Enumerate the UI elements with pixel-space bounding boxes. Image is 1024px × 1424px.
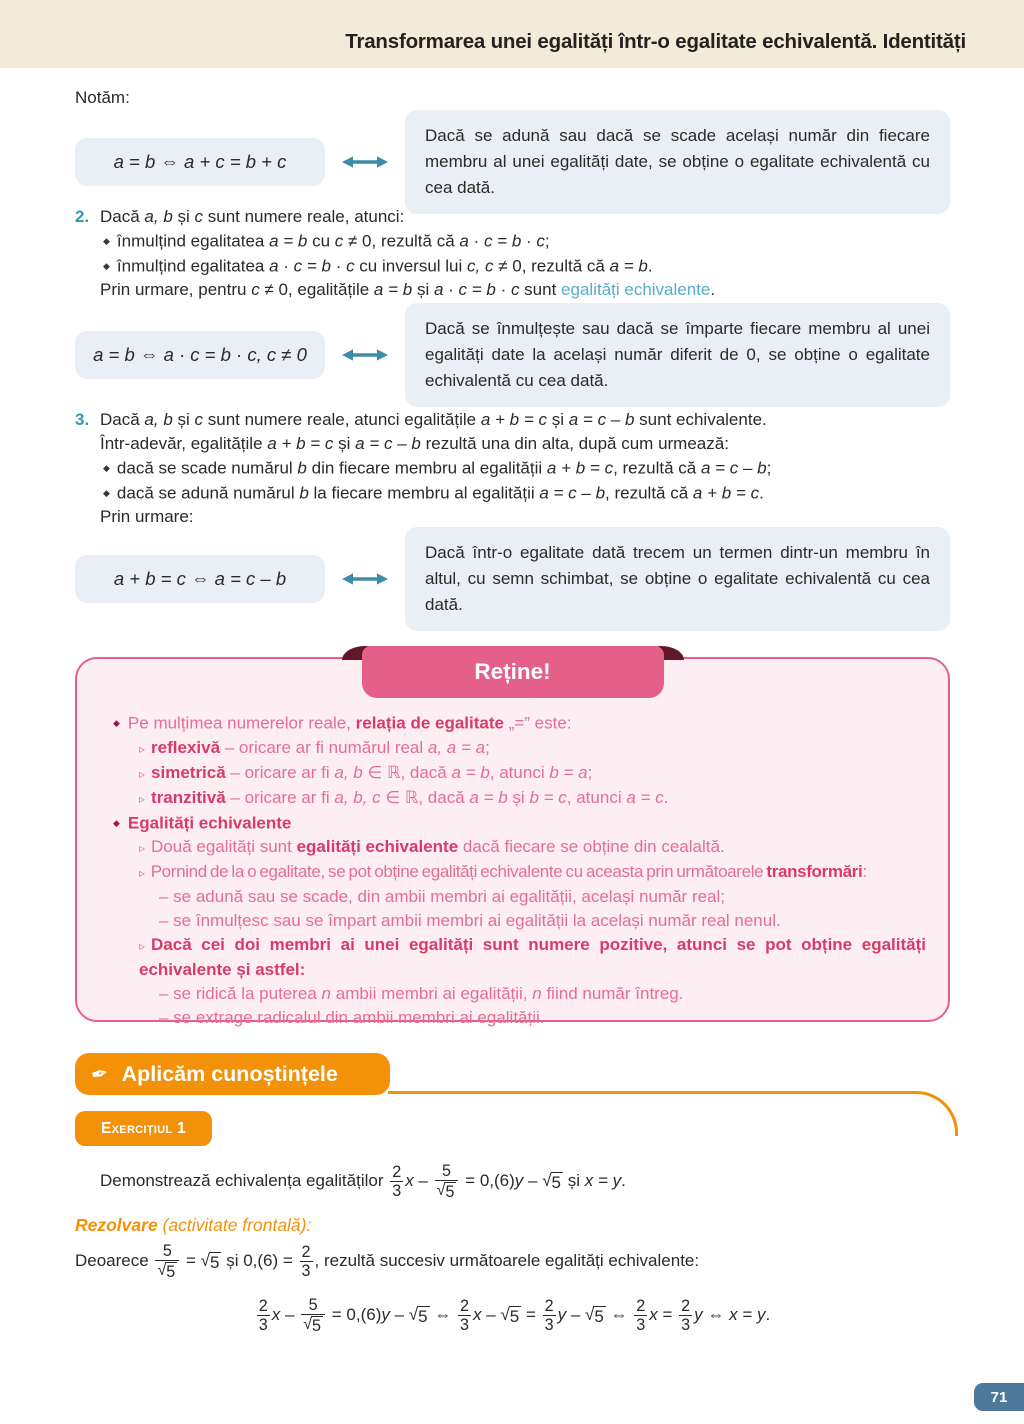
section-border-line [388, 1091, 958, 1136]
remember-line: – se ridică la puterea n ambii membri ai egalității, n fiind număr întreg. [159, 984, 684, 1003]
page-number-badge: 71 [974, 1383, 1024, 1411]
remember-line: – se înmulțesc sau se împart ambii membri ai egalității la același număr real nenul. [159, 911, 781, 930]
exercise-prompt: Demonstrează echivalența egalităților $\frac{2}{3}$ x – 5 √ 5 = 0,(6)y – √ 5 și x = y. [100, 1161, 626, 1201]
rule-description: Dacă se adună sau dacă se scade același număr din fiecare membru al unei egalități date, se obține o egalitate echivalentă cu cea dată. [405, 110, 950, 214]
page-title: Transformarea unei egalități într-o egalitate echivalentă. Identități [345, 30, 966, 53]
item-text: Dacă a, b și c sunt numere reale, atunci egalitățile a + b = c și a = c – b sunt echivalente. [100, 410, 767, 429]
apply-section-header [75, 1053, 390, 1095]
remember-line: reflexivă – oricare ar fi numărul real a, a = a; [151, 737, 490, 757]
exercise-tab: Exercițiul 1 [75, 1111, 212, 1146]
diamond-bullet-icon: ◆ [103, 260, 110, 271]
rule-row [75, 527, 950, 631]
item-number: 2. [75, 207, 90, 226]
triangle-bullet-icon: ▹ [139, 791, 146, 806]
rule-description: Dacă într-o egalitate dată trecem un termen dintr-un membru în altul, cu semn schimbat, se obține o egalitate echivalentă cu cea dată. [405, 527, 950, 631]
double-arrow-icon [325, 571, 405, 587]
triangle-bullet-icon: ▹ [139, 939, 146, 953]
diamond-bullet-icon: ◆ [103, 463, 110, 473]
item-number: 3. [75, 410, 90, 429]
double-arrow-icon [325, 154, 405, 170]
item-text: Într-adevăr, egalitățile a + b = c și a = c – b rezultă una din alta, după cum urmează: [100, 434, 729, 453]
equation-box: a = b ⇔ a + c = b + c [75, 138, 325, 186]
solution-note: (activitate frontală): [157, 1215, 312, 1235]
diamond-bullet-icon: ◆ [113, 718, 120, 728]
remember-line: tranzitivă – oricare ar fi a, b, c ∈ ℝ, dacă a = b și b = c, atunci a = c. [151, 787, 669, 807]
remember-line: – se adună sau se scade, din ambii membri ai egalității, același număr real; [159, 887, 726, 906]
equation-box: a + b = c ⇔ a = c – b [75, 555, 325, 603]
numbered-item-3 [75, 408, 950, 529]
remember-title: Reține! [362, 646, 664, 698]
item-text: Prin urmare: [100, 507, 194, 526]
apply-section-title: Aplicăm cunoștințele [121, 1061, 338, 1086]
remember-line: Pornind de la o egalitate, se pot obține egalități echivalente cu aceasta prin următoarele transformări: [150, 862, 867, 881]
remember-line: simetrică – oricare ar fi a, b ∈ ℝ, dacă a = b, atunci b = a; [151, 762, 593, 782]
remember-content [97, 711, 926, 1030]
pen-nib-icon: ✒ [88, 1060, 111, 1088]
rule-row [75, 110, 950, 214]
double-arrow-icon [325, 347, 405, 363]
solution-heading [75, 1215, 311, 1236]
remember-line: Pe mulțimea numerelor reale, relația de egalitate „=” este: [127, 713, 572, 733]
solution-label: Rezolvare [75, 1215, 158, 1235]
item-text: înmulțind egalitatea a · c = b · c cu inversul lui c, c ≠ 0, rezultă că a = b. [116, 256, 653, 275]
remember-line: Două egalități sunt egalități echivalente dacă fiecare se obține din cealaltă. [151, 837, 725, 856]
numbered-item-2 [75, 205, 950, 302]
remember-line: – se extrage radicalul din ambii membri ai egalității. [159, 1008, 545, 1027]
item-text: Prin urmare, pentru c ≠ 0, egalitățile a = b și a · c = b · c sunt egalități echivalente. [100, 280, 716, 299]
remember-line: Dacă cei doi membri ai unei egalități sunt numere pozitive, atunci se pot obține egalități echivalente și astfel: [139, 935, 926, 979]
notam-label: Notăm: [75, 88, 130, 107]
triangle-bullet-icon: ▹ [139, 841, 146, 855]
diamond-bullet-icon: ◆ [103, 487, 110, 498]
item-text: înmulțind egalitatea a = b cu c ≠ 0, rezultă că a · c = b · c; [116, 231, 550, 251]
item-text: dacă se adună numărul b la fiecare membru al egalității a = c – b, rezultă că a + b = c. [116, 483, 764, 502]
rule-row [75, 303, 950, 407]
item-text: Dacă a, b și c sunt numere reale, atunci: [100, 207, 405, 226]
remember-box [75, 657, 950, 1027]
diamond-bullet-icon: ◆ [113, 817, 120, 828]
diamond-bullet-icon: ◆ [103, 236, 110, 246]
rule-description: Dacă se înmulțește sau dacă se împarte fiecare membru al unei egalități date la același număr diferit de 0, se obține o egalitate echivalentă cu cea dată. [405, 303, 950, 407]
chapter-header-band [0, 0, 1024, 68]
triangle-bullet-icon: ▹ [139, 741, 146, 756]
solution-step-1: Deoarece 5 √ 5 = √ 5 și 0,(6) = $\frac{2}{3}$ , rezultă succesiv următoarele egalități echivalente: [75, 1241, 700, 1281]
remember-line: Egalități echivalente [127, 813, 292, 832]
remember-ribbon [362, 646, 664, 698]
equation-box: a = b ⇔ a · c = b · c, c ≠ 0 [75, 331, 325, 379]
equivalence-chain: $\frac{2}{3}$ x – 5 √ 5 = 0,(6)y – √ 5 ⇔ $\frac{2}{3}$ x – √ 5 = $\frac{2}{3}$ y – √ 5 ⇔ $\frac{2}{3}$ x = $\frac{2}{3}$ y ⇔ x = y. [258, 1295, 771, 1335]
item-text: dacă se scade numărul b din fiecare membru al egalității a + b = c, rezultă că a = c – b; [116, 458, 772, 478]
triangle-bullet-icon: ▹ [139, 866, 145, 880]
triangle-bullet-icon: ▹ [139, 766, 146, 781]
